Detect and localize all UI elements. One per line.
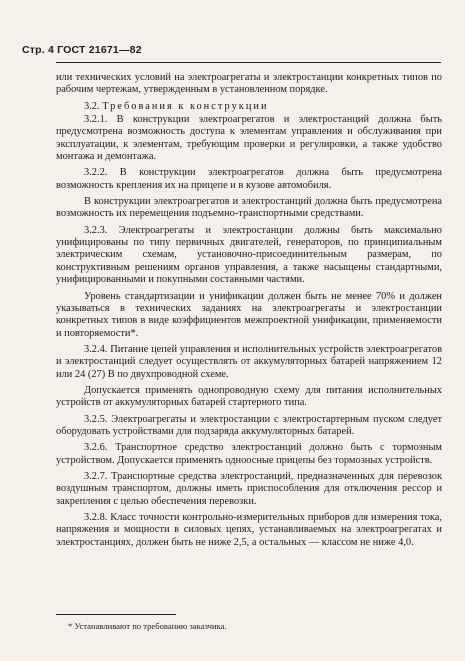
- section-heading-number: 3.2.: [84, 100, 100, 112]
- page-header: Стр. 4 ГОСТ 21671—82: [22, 44, 142, 56]
- footnote: * Устанавливают по требованию заказчика.: [68, 621, 227, 631]
- paragraph-3-2-6: 3.2.6. Транспортное средство электростанций должно быть с тормозным устройством. Допускается применять одноосные прицепы без тормозных устройств.: [56, 442, 442, 466]
- paragraph-3-2-1: 3.2.1. В конструкции электроагрегатов и электростанций должна быть предусмотрена возможность доступа к элементам управления и обслуживания при эксплуатации, к элементам, требующим проверки и регулировки, а также удобство монтажа и демонтажа.: [56, 114, 442, 163]
- paragraph-3-2-4-b: Допускается применять однопроводную схему для питания исполнительных устройств от аккумуляторных батарей стартерного типа.: [56, 384, 442, 409]
- footnote-rule: [56, 614, 176, 615]
- paragraph-3-2-2: 3.2.2. В конструкции электроагрегатов должна быть предусмотрена возможность крепления их на прицепе и в кузове автомобиля.: [56, 167, 442, 191]
- paragraph-continuation: или технических условий на электроагрегаты и электростанции конкретных типов по рабочим чертежам, утвержденным в установленном порядке.: [56, 72, 442, 96]
- header-rule: [56, 62, 441, 63]
- paragraph-3-2-4: 3.2.4. Питание цепей управления и исполнительных устройств электроагрегатов и электростанций следует осуществлять от аккумуляторных батарей напряжением 12 или 24 (27) В по двухпроводной схеме.: [56, 343, 442, 380]
- paragraph-3-2-3: 3.2.3. Электроагрегаты и электростанции должны быть максимально унифицированы по типу первичных двигателей, генераторов, по принципиальным электрическим схемам, установочно-присоединительным размерам, по конструктивным решениям органов управления, а также насыщены стандартными, унифицированными и покупными составными частями.: [56, 224, 442, 286]
- paragraph-3-2-2-b: В конструкции электроагрегатов и электростанций должна быть предусмотрена возможность их перемещения подъемно-транспортными средствами.: [56, 196, 442, 220]
- section-heading: [56, 101, 442, 113]
- paragraph-3-2-7: 3.2.7. Транспортные средства электростанций, предназначенных для перевозок воздушным транспортом, должны иметь приспособления для отключения рессор и закрепления с целью обеспечения перевозки.: [56, 470, 442, 507]
- paragraph-3-2-8: 3.2.8. Класс точности контрольно-измерительных приборов для измерения тока, напряжения и мощности в силовых цепях, устанавливаемых на электроагрегатах и электростанциях, должен быть не ниже 2,5, а остальных — классом не ниже 4,0.: [56, 512, 442, 548]
- section-heading-title: Требования к конструкции: [102, 100, 269, 112]
- paragraph-3-2-5: 3.2.5. Электроагрегаты и электростанции с электростартерным пуском следует оборудовать устройствами для подзаряда аккумуляторных батарей.: [56, 413, 442, 437]
- document-body: [56, 72, 442, 553]
- paragraph-3-2-3-b: Уровень стандартизации и унификации должен быть не менее 70% и должен указываться в технических заданиях на электроагрегаты и электростанции конкретных типов в виде коэффициентов межпроектной унификации, применяемости и повторяемости*.: [56, 290, 442, 339]
